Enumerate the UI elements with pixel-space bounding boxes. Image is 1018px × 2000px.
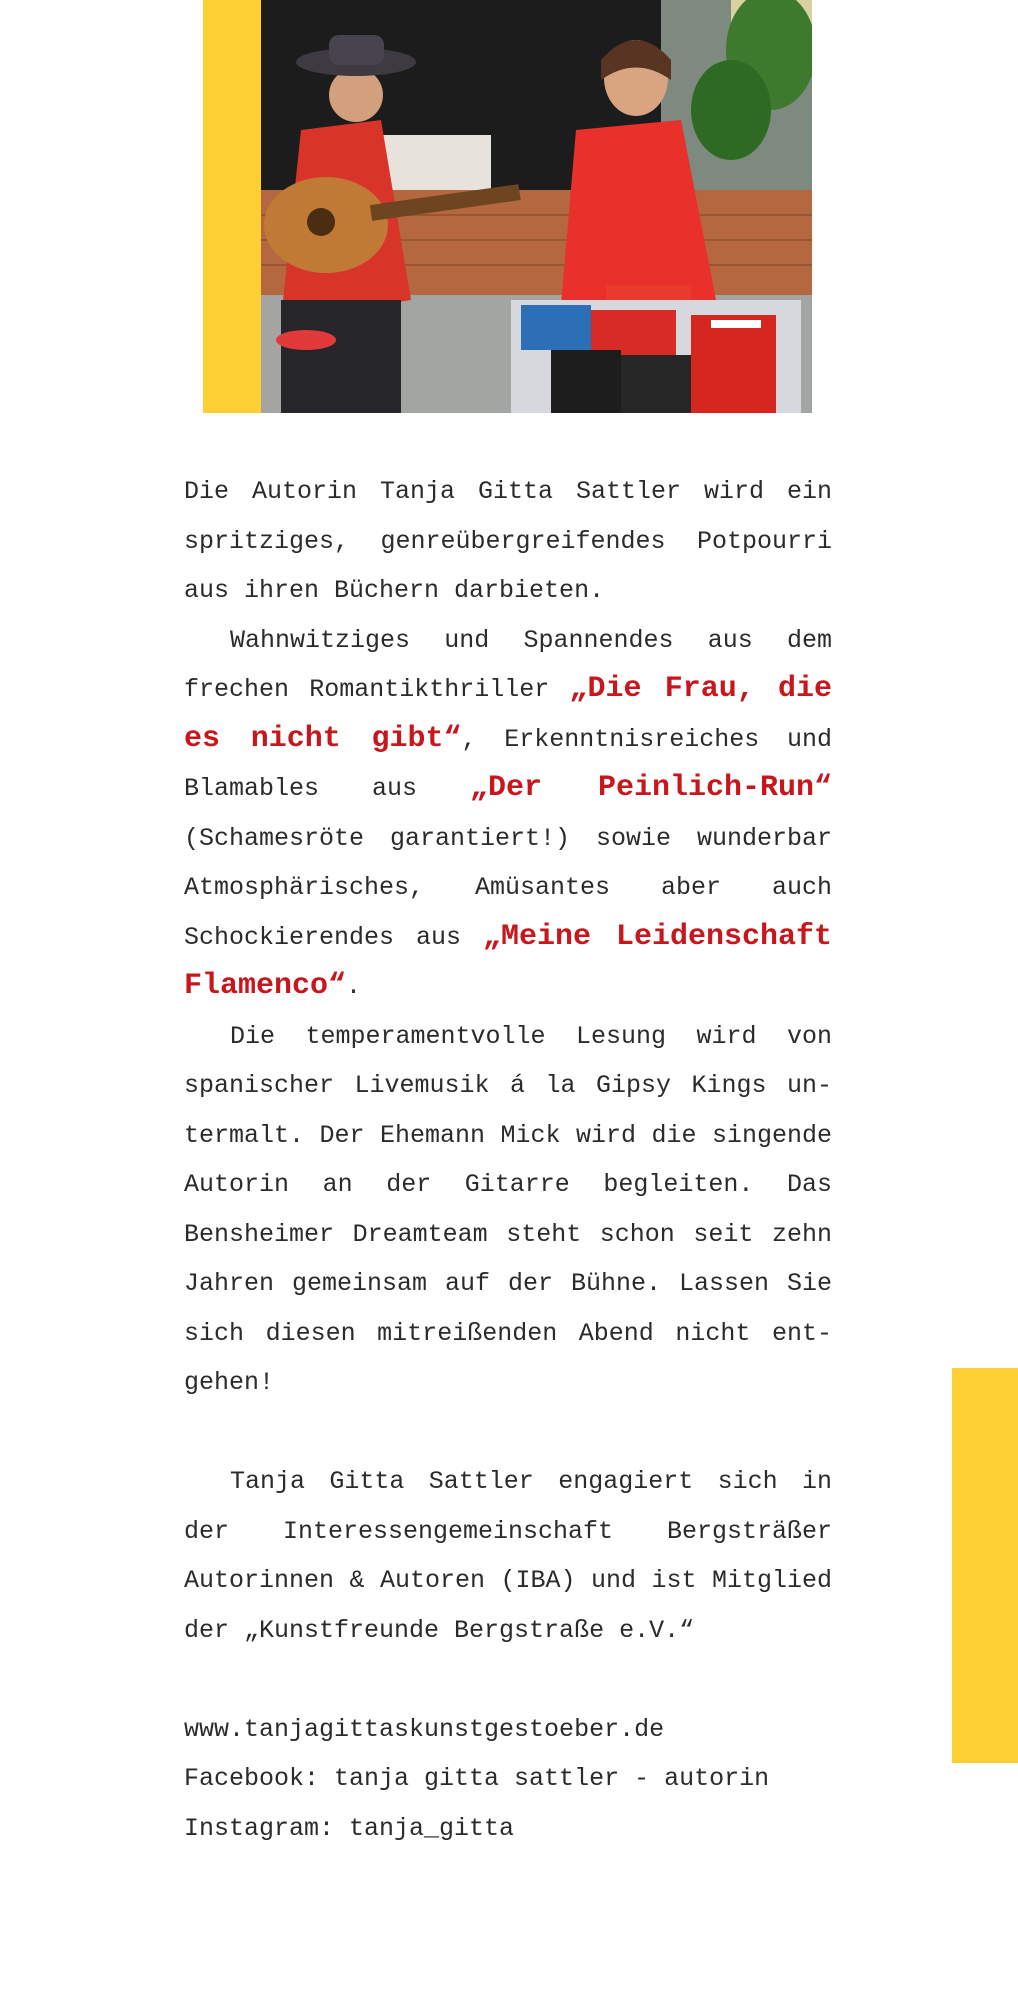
book-title-flamenco: „Meine Leidenschaft Flamenco“ [184,919,832,1003]
instagram-link[interactable]: Instagram: tanja_gitta [184,1813,515,1843]
photo-author-and-guitarist [261,0,812,413]
books-end: . [346,972,362,1001]
website-link[interactable]: www.tanjagittaskunstgestoeber.de [184,1714,665,1744]
books-intro-text: Wahnwitziges und Spannendes aus dem frechen Romantikthriller [184,625,832,704]
yellow-accent-bar-right [952,1368,1018,1763]
paragraph-books [184,616,832,1012]
contact-links [184,1705,832,1854]
facebook-link[interactable]: Facebook: tanja gitta sattler - autorin [184,1764,770,1793]
book-title-die-frau: „Die Frau, die es nicht gibt“ [184,672,832,756]
books-after-book1: , Erkenntnisreiches und Blamables aus [184,724,833,803]
book-title-peinlich-run: „Der Peinlich-Run“ [469,771,832,805]
article-body [184,467,832,1853]
spacer [184,1655,832,1705]
paragraph-membership: Tanja Gitta Sattler engagiert sich in der Interessengemeinschaft Bergsträßer Autorinnen & Autoren (IBA) und ist Mitglied der „Kunstfreunde Bergstraße e.V.“ [184,1467,832,1645]
paragraph-music: Die temperamentvolle Lesung wird von spanischer Livemusik á la Gipsy Kings untermalt. Der Ehemann Mick wird die singende Autorin an der Gitarre begleiten. Das Bensheimer Dreamteam steht schon seit zehn Jahren gemeinsam auf der Bühne. Lassen Sie sich diesen mitreißenden Abend nicht entgehen! [184,1021,832,1397]
paragraph-intro: Die Autorin Tanja Gitta Sattler wird ein spritziges, genreübergreifendes Potpourri aus ihren Büchern darbieten. [184,477,832,605]
yellow-accent-bar-top [203,0,261,413]
photo-illustration [261,0,812,413]
books-after-book2: (Schamesröte garantiert!) sowie wunderbar Atmosphärisches, Amüsantes aber auch Schockierendes aus [184,823,832,952]
spacer [184,1408,832,1458]
